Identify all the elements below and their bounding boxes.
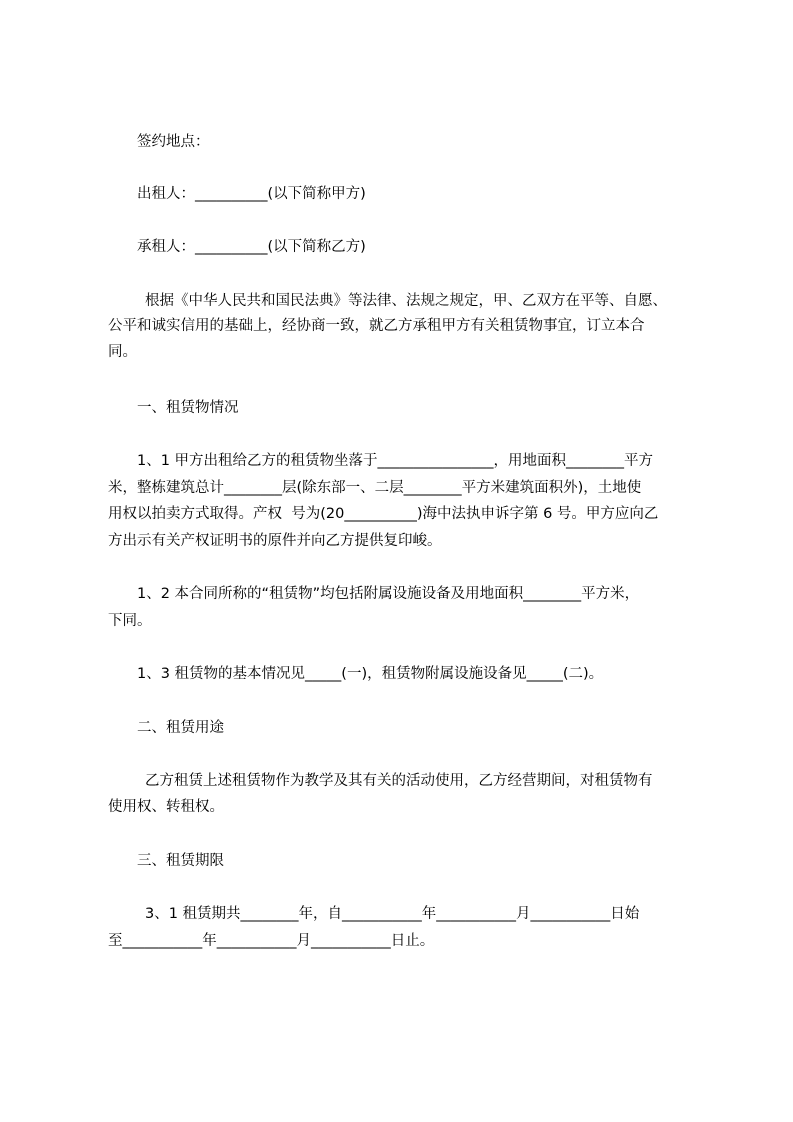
clause-1-2-line-2: 下同。	[108, 613, 152, 629]
clause-3-1-line-2: 至___________年___________月___________日止。	[108, 933, 435, 949]
signing-place: 签约地点：	[137, 134, 210, 150]
clause-1-2-line-1: 1、2 本合同所称的“租赁物”均包括附属设施设备及用地面积________平方米，	[137, 586, 640, 602]
clause-1-1-line-2: 米，整栋建筑总计________层(除东部一、二层________平方米建筑面积外)，土地使	[108, 480, 642, 496]
section-2-body-line-2: 使用权、转租权。	[108, 799, 224, 815]
lessor-line: 出租人：__________(以下简称甲方)	[137, 186, 366, 202]
preamble-line-1: 根据《中华人民共和国民法典》等法律、法规之规定，甲、乙双方在平等、自愿、	[145, 293, 667, 309]
clause-1-1-line-3: 用权以拍卖方式取得。产权 号为(20__________)海中法执申诉字第 6 号。甲方应向乙	[108, 506, 659, 522]
clause-1-1-line-4: 方出示有关产权证明书的原件并向乙方提供复印峻。	[108, 533, 442, 549]
preamble-line-3: 同。	[108, 344, 137, 360]
section-3-title: 三、租赁期限	[137, 853, 224, 869]
lessee-line: 承租人：__________(以下简称乙方)	[137, 239, 366, 255]
clause-3-1-line-1: 3、1 租赁期共________年，自___________年___________月___________日始	[145, 906, 640, 922]
section-2-title: 二、租赁用途	[137, 720, 224, 736]
section-1-title: 一、租赁物情况	[137, 400, 239, 416]
clause-1-1-line-1: 1、1 甲方出租给乙方的租赁物坐落于________________，用地面积________平方	[137, 453, 654, 469]
preamble-line-2: 公平和诚实信用的基础上，经协商一致，就乙方承租甲方有关租赁物事宜，订立本合	[108, 318, 645, 334]
clause-1-3: 1、3 租赁物的基本情况见_____(一)，租赁物附属设施设备见_____(二)。	[137, 666, 604, 682]
section-2-body-line-1: 乙方租赁上述租赁物作为教学及其有关的活动使用，乙方经营期间，对租赁物有	[145, 773, 653, 789]
